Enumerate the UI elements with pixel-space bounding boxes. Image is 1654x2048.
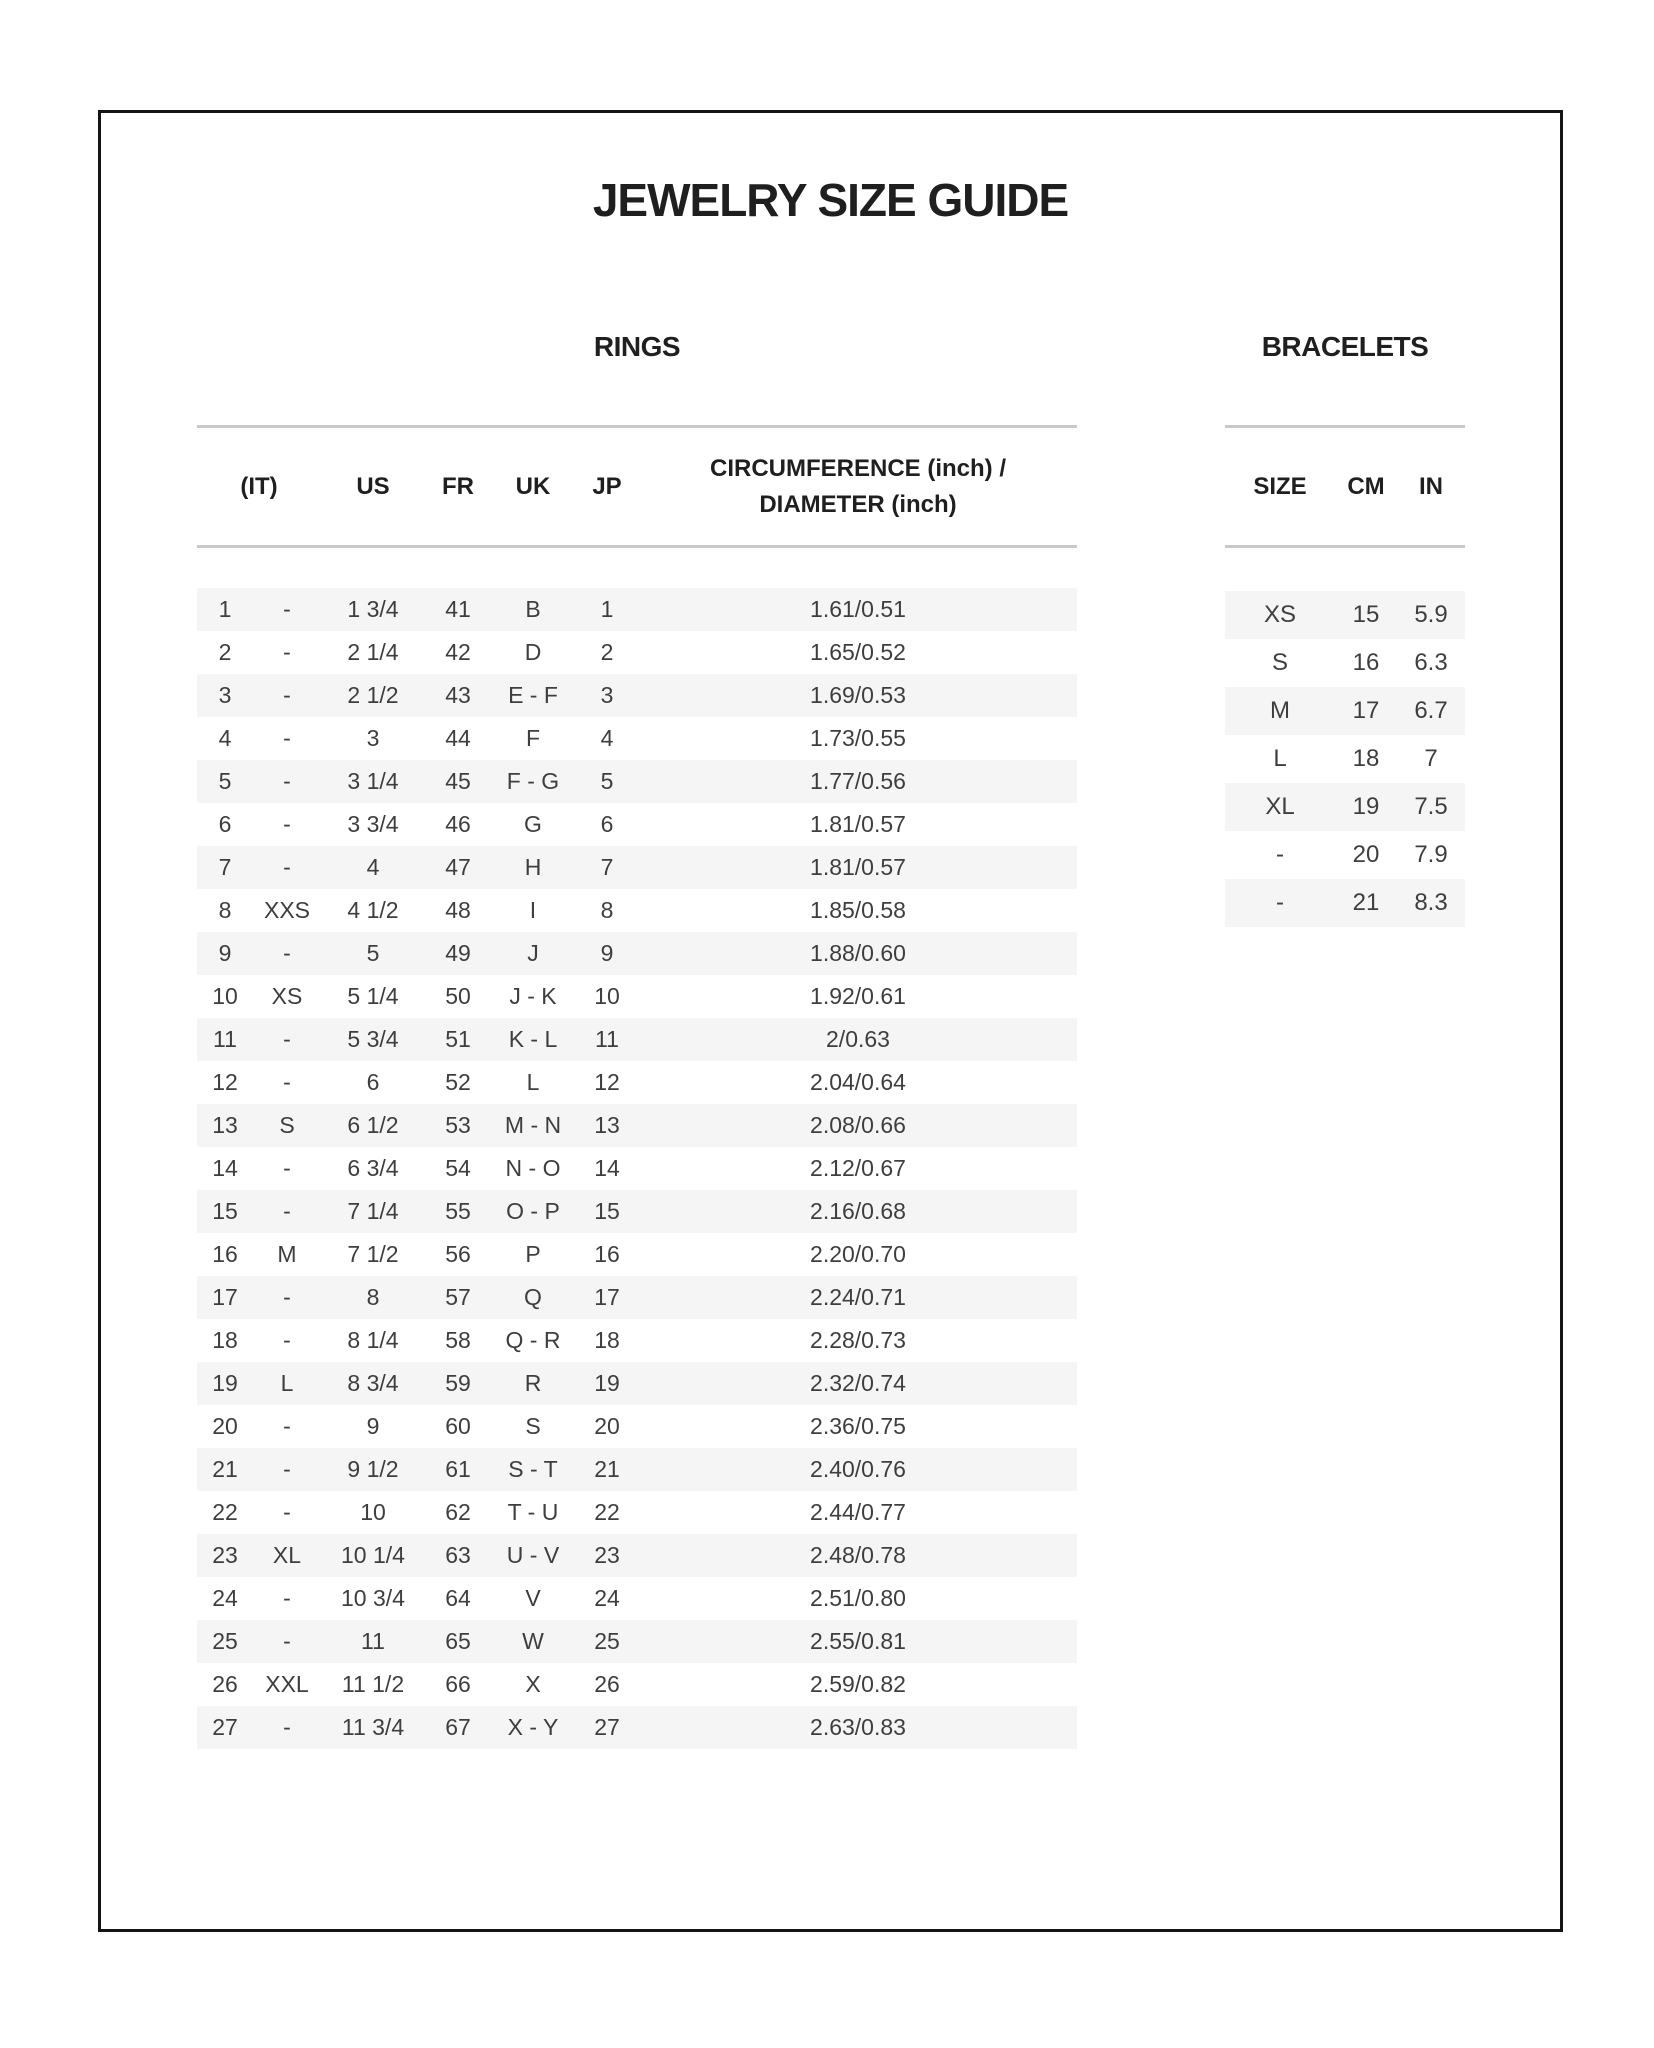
cell-us-size: 6 3/4: [347, 1155, 399, 1181]
cell-bracelet-size: M: [1270, 697, 1290, 724]
bracelets-table-row: [1225, 591, 1465, 639]
cell-it-size: 15: [212, 1198, 238, 1224]
cell-uk-size: P: [525, 1241, 541, 1267]
cell-jp-size: 26: [594, 1671, 620, 1697]
cell-jp-size: 7: [600, 854, 614, 880]
cell-circumference-diameter: 2.04/0.64: [810, 1069, 906, 1095]
cell-fr-size: 67: [445, 1714, 471, 1740]
bracelets-table-row: [1225, 687, 1465, 735]
cell-it-size: 22: [212, 1499, 238, 1525]
cell-circumference-diameter: 1.69/0.53: [810, 682, 906, 708]
cell-bracelet-in: 7.5: [1414, 793, 1448, 820]
bracelets-table-row: [1225, 735, 1465, 783]
rings-table-row: [197, 588, 1077, 631]
rings-table-row: [197, 1190, 1077, 1233]
rings-table-row: [197, 1147, 1077, 1190]
cell-it-letter-size: -: [283, 1327, 291, 1353]
rings-table-row: [197, 1491, 1077, 1534]
rings-table-row: [197, 846, 1077, 889]
cell-bracelet-size: XS: [1263, 601, 1296, 628]
rings-table-row: [197, 1018, 1077, 1061]
cell-jp-size: 16: [594, 1241, 620, 1267]
cell-circumference-diameter: 2.44/0.77: [810, 1499, 906, 1525]
cell-it-size: 21: [212, 1456, 238, 1482]
rings-table-row: [197, 1276, 1077, 1319]
cell-it-letter-size: -: [283, 854, 291, 880]
cell-circumference-diameter: 2.51/0.80: [810, 1585, 906, 1611]
cell-fr-size: 48: [445, 897, 471, 923]
cell-it-letter-size: -: [283, 1714, 291, 1740]
cell-it-size: 23: [212, 1542, 238, 1568]
rings-table-row: [197, 1405, 1077, 1448]
cell-jp-size: 5: [600, 768, 614, 794]
cell-us-size: 8 1/4: [347, 1327, 399, 1353]
cell-jp-size: 3: [600, 682, 614, 708]
cell-circumference-diameter: 1.77/0.56: [810, 768, 906, 794]
cell-jp-size: 24: [594, 1585, 620, 1611]
cell-bracelet-in: 8.3: [1414, 889, 1448, 916]
cell-jp-size: 19: [594, 1370, 620, 1396]
rings-header-us: US: [356, 472, 390, 500]
cell-fr-size: 54: [445, 1155, 471, 1181]
size-guide-card: [98, 110, 1563, 1932]
cell-jp-size: 14: [594, 1155, 620, 1181]
cell-uk-size: U - V: [506, 1542, 560, 1568]
cell-it-letter-size: -: [283, 1284, 291, 1310]
cell-uk-size: R: [524, 1370, 542, 1396]
cell-us-size: 6 1/2: [347, 1112, 399, 1138]
cell-us-size: 11 3/4: [341, 1714, 405, 1740]
cell-bracelet-cm: 21: [1352, 889, 1380, 916]
cell-jp-size: 4: [600, 725, 614, 751]
cell-uk-size: I: [529, 897, 537, 923]
cell-it-letter-size: -: [283, 1585, 291, 1611]
cell-fr-size: 64: [445, 1585, 471, 1611]
cell-uk-size: H: [524, 854, 542, 880]
cell-fr-size: 62: [445, 1499, 471, 1525]
cell-bracelet-cm: 19: [1352, 793, 1380, 820]
cell-it-size: 10: [212, 983, 238, 1009]
bracelets-table-row: [1225, 783, 1465, 831]
cell-uk-size: D: [524, 639, 542, 665]
cell-jp-size: 22: [594, 1499, 620, 1525]
cell-uk-size: F - G: [506, 768, 560, 794]
cell-fr-size: 56: [445, 1241, 471, 1267]
cell-us-size: 4: [366, 854, 380, 880]
cell-us-size: 2 1/4: [347, 639, 399, 665]
rings-table-row: [197, 1362, 1077, 1405]
cell-us-size: 10: [360, 1499, 386, 1525]
rings-divider-bottom: [197, 545, 1077, 548]
cell-it-letter-size: -: [283, 768, 291, 794]
cell-circumference-diameter: 1.92/0.61: [810, 983, 906, 1009]
cell-us-size: 8 3/4: [347, 1370, 399, 1396]
cell-bracelet-cm: 15: [1352, 601, 1380, 628]
cell-jp-size: 27: [594, 1714, 620, 1740]
cell-it-letter-size: -: [283, 1026, 291, 1052]
cell-it-size: 18: [212, 1327, 238, 1353]
bracelets-section-title: BRACELETS: [1261, 331, 1429, 362]
cell-uk-size: W: [522, 1628, 544, 1654]
cell-uk-size: B: [525, 596, 541, 622]
cell-it-letter-size: -: [283, 1499, 291, 1525]
cell-jp-size: 21: [594, 1456, 620, 1482]
cell-fr-size: 63: [445, 1542, 471, 1568]
rings-table-row: [197, 631, 1077, 674]
cell-it-letter-size: -: [283, 1628, 291, 1654]
cell-us-size: 5 1/4: [347, 983, 399, 1009]
bracelets-table-row: [1225, 831, 1465, 879]
cell-it-size: 17: [212, 1284, 238, 1310]
cell-uk-size: N - O: [505, 1155, 561, 1181]
cell-circumference-diameter: 2.40/0.76: [810, 1456, 906, 1482]
cell-it-size: 27: [212, 1714, 238, 1740]
cell-it-letter-size: -: [283, 725, 291, 751]
cell-it-letter-size: L: [280, 1370, 294, 1396]
cell-fr-size: 42: [445, 639, 471, 665]
rings-table-row: [197, 932, 1077, 975]
cell-jp-size: 9: [600, 940, 614, 966]
cell-uk-size: K - L: [508, 1026, 558, 1052]
cell-it-size: 14: [212, 1155, 238, 1181]
cell-us-size: 7 1/2: [347, 1241, 399, 1267]
cell-fr-size: 57: [445, 1284, 471, 1310]
cell-it-letter-size: XXS: [263, 897, 311, 923]
cell-uk-size: O - P: [506, 1198, 560, 1224]
rings-table-row: [197, 1319, 1077, 1362]
cell-circumference-diameter: 2.20/0.70: [810, 1241, 906, 1267]
cell-jp-size: 2: [600, 639, 614, 665]
cell-us-size: 3 3/4: [347, 811, 399, 837]
cell-uk-size: E - F: [508, 682, 558, 708]
cell-circumference-diameter: 1.88/0.60: [810, 940, 906, 966]
rings-table-row: [197, 1663, 1077, 1706]
cell-bracelet-in: 6.3: [1414, 649, 1448, 676]
rings-header-circumference-line2: DIAMETER (inch): [759, 490, 957, 518]
bracelets-divider-bottom: [1225, 545, 1465, 548]
cell-us-size: 2 1/2: [347, 682, 399, 708]
cell-uk-size: Q: [524, 1284, 542, 1310]
page-title: JEWELRY SIZE GUIDE: [592, 174, 1069, 226]
cell-circumference-diameter: 2.24/0.71: [810, 1284, 906, 1310]
cell-it-size: 20: [212, 1413, 238, 1439]
cell-bracelet-size: S: [1271, 649, 1288, 676]
cell-fr-size: 66: [445, 1671, 471, 1697]
cell-it-size: 19: [212, 1370, 238, 1396]
rings-table-row: [197, 1233, 1077, 1276]
cell-bracelet-cm: 18: [1352, 745, 1380, 772]
cell-fr-size: 55: [445, 1198, 471, 1224]
rings-table-row: [197, 1706, 1077, 1749]
cell-it-size: 24: [212, 1585, 238, 1611]
cell-circumference-diameter: 2.12/0.67: [810, 1155, 906, 1181]
rings-header-fr: FR: [442, 472, 474, 500]
rings-header-it: (IT): [240, 472, 278, 500]
cell-us-size: 1 3/4: [347, 596, 399, 622]
cell-circumference-diameter: 2.32/0.74: [810, 1370, 906, 1396]
cell-bracelet-in: 7.9: [1414, 841, 1448, 868]
cell-us-size: 8: [366, 1284, 380, 1310]
bracelets-header-row: [1225, 428, 1465, 545]
cell-uk-size: S - T: [508, 1456, 558, 1482]
cell-bracelet-in: 7: [1424, 745, 1438, 772]
cell-uk-size: M - N: [504, 1112, 562, 1138]
cell-circumference-diameter: 2.28/0.73: [810, 1327, 906, 1353]
cell-uk-size: J - K: [509, 983, 557, 1009]
cell-it-size: 11: [213, 1026, 237, 1052]
cell-jp-size: 23: [594, 1542, 620, 1568]
cell-circumference-diameter: 2.48/0.78: [810, 1542, 906, 1568]
cell-circumference-diameter: 1.61/0.51: [810, 596, 906, 622]
rings-header-circumference-line1: CIRCUMFERENCE (inch) /: [710, 454, 1006, 482]
cell-circumference-diameter: 2.55/0.81: [810, 1628, 906, 1654]
rings-header-circumference: [639, 451, 1077, 523]
cell-it-size: 3: [218, 682, 232, 708]
cell-it-letter-size: -: [283, 682, 291, 708]
cell-us-size: 6: [366, 1069, 380, 1095]
cell-it-letter-size: -: [283, 1198, 291, 1224]
cell-uk-size: S: [525, 1413, 541, 1439]
cell-fr-size: 65: [445, 1628, 471, 1654]
cell-it-letter-size: M: [277, 1241, 297, 1267]
cell-fr-size: 58: [445, 1327, 471, 1353]
cell-fr-size: 60: [445, 1413, 471, 1439]
cell-jp-size: 15: [594, 1198, 620, 1224]
cell-jp-size: 12: [594, 1069, 620, 1095]
cell-us-size: 4 1/2: [347, 897, 399, 923]
cell-jp-size: 10: [594, 983, 620, 1009]
cell-jp-size: 18: [594, 1327, 620, 1353]
cell-it-size: 6: [218, 811, 232, 837]
cell-fr-size: 45: [445, 768, 471, 794]
rings-table-row: [197, 975, 1077, 1018]
cell-it-letter-size: -: [283, 940, 291, 966]
cell-fr-size: 50: [445, 983, 471, 1009]
cell-it-letter-size: -: [283, 1155, 291, 1181]
cell-fr-size: 47: [445, 854, 471, 880]
rings-table-row: [197, 1534, 1077, 1577]
rings-table-row: [197, 803, 1077, 846]
rings-table-row: [197, 717, 1077, 760]
cell-uk-size: V: [525, 1585, 541, 1611]
cell-bracelet-cm: 20: [1352, 841, 1380, 868]
cell-bracelet-in: 5.9: [1414, 601, 1448, 628]
cell-uk-size: J: [527, 940, 539, 966]
cell-it-size: 16: [212, 1241, 238, 1267]
cell-circumference-diameter: 2.16/0.68: [810, 1198, 906, 1224]
rings-section-title: RINGS: [593, 331, 681, 362]
cell-bracelet-cm: 17: [1352, 697, 1380, 724]
cell-us-size: 11: [361, 1628, 385, 1654]
cell-fr-size: 46: [445, 811, 471, 837]
cell-fr-size: 61: [445, 1456, 471, 1482]
cell-it-letter-size: XS: [271, 983, 303, 1009]
rings-table-row: [197, 1448, 1077, 1491]
rings-table: [197, 588, 1077, 1749]
cell-uk-size: T - U: [507, 1499, 559, 1525]
cell-jp-size: 11: [595, 1026, 619, 1052]
cell-circumference-diameter: 2.08/0.66: [810, 1112, 906, 1138]
cell-us-size: 5 3/4: [347, 1026, 399, 1052]
cell-fr-size: 59: [445, 1370, 471, 1396]
cell-jp-size: 8: [600, 897, 614, 923]
cell-us-size: 10 3/4: [341, 1585, 405, 1611]
cell-it-letter-size: -: [283, 811, 291, 837]
cell-fr-size: 49: [445, 940, 471, 966]
rings-table-row: [197, 1104, 1077, 1147]
cell-uk-size: L: [526, 1069, 540, 1095]
cell-it-letter-size: -: [283, 1069, 291, 1095]
cell-us-size: 3 1/4: [347, 768, 399, 794]
cell-circumference-diameter: 1.85/0.58: [810, 897, 906, 923]
rings-table-row: [197, 889, 1077, 932]
cell-bracelet-in: 6.7: [1414, 697, 1448, 724]
cell-it-size: 8: [218, 897, 232, 923]
cell-uk-size: G: [524, 811, 542, 837]
cell-it-letter-size: -: [283, 639, 291, 665]
cell-jp-size: 13: [594, 1112, 620, 1138]
cell-bracelet-cm: 16: [1352, 649, 1380, 676]
cell-fr-size: 52: [445, 1069, 471, 1095]
cell-jp-size: 25: [594, 1628, 620, 1654]
cell-it-size: 7: [218, 854, 232, 880]
cell-circumference-diameter: 1.65/0.52: [810, 639, 906, 665]
cell-us-size: 10 1/4: [341, 1542, 405, 1568]
cell-circumference-diameter: 2/0.63: [826, 1026, 890, 1052]
cell-uk-size: X - Y: [507, 1714, 559, 1740]
cell-us-size: 9: [366, 1413, 380, 1439]
cell-it-letter-size: XXL: [265, 1671, 309, 1697]
rings-header-row: [197, 428, 1077, 545]
cell-it-letter-size: -: [283, 1456, 291, 1482]
rings-header-uk: UK: [515, 472, 551, 500]
bracelets-header-size: SIZE: [1253, 472, 1307, 500]
rings-table-row: [197, 1577, 1077, 1620]
cell-uk-size: Q - R: [505, 1327, 561, 1353]
cell-uk-size: X: [525, 1671, 541, 1697]
bracelets-table-row: [1225, 639, 1465, 687]
cell-fr-size: 53: [445, 1112, 471, 1138]
cell-it-size: 26: [212, 1671, 238, 1697]
cell-jp-size: 6: [600, 811, 614, 837]
bracelets-table: [1225, 591, 1465, 927]
rings-header-jp: JP: [592, 472, 622, 500]
cell-us-size: 5: [366, 940, 380, 966]
rings-table-row: [197, 674, 1077, 717]
cell-jp-size: 20: [594, 1413, 620, 1439]
cell-it-size: 13: [212, 1112, 238, 1138]
cell-us-size: 3: [366, 725, 380, 751]
cell-it-letter-size: -: [283, 1413, 291, 1439]
cell-circumference-diameter: 1.73/0.55: [810, 725, 906, 751]
cell-circumference-diameter: 1.81/0.57: [810, 811, 906, 837]
cell-it-size: 9: [218, 940, 232, 966]
cell-circumference-diameter: 2.63/0.83: [810, 1714, 906, 1740]
rings-table-row: [197, 760, 1077, 803]
bracelets-header-cm: CM: [1347, 472, 1385, 500]
cell-it-size: 1: [218, 596, 232, 622]
bracelets-table-row: [1225, 879, 1465, 927]
rings-table-row: [197, 1620, 1077, 1663]
bracelets-header-in: IN: [1419, 472, 1443, 500]
cell-uk-size: F: [525, 725, 541, 751]
cell-it-size: 4: [218, 725, 232, 751]
cell-circumference-diameter: 1.81/0.57: [810, 854, 906, 880]
cell-it-size: 12: [212, 1069, 238, 1095]
cell-us-size: 9 1/2: [347, 1456, 399, 1482]
cell-circumference-diameter: 2.59/0.82: [810, 1671, 906, 1697]
cell-fr-size: 41: [445, 596, 471, 622]
cell-us-size: 7 1/4: [347, 1198, 399, 1224]
cell-jp-size: 17: [594, 1284, 620, 1310]
cell-jp-size: 1: [600, 596, 614, 622]
cell-it-letter-size: XL: [272, 1542, 302, 1568]
cell-bracelet-size: L: [1273, 745, 1287, 772]
cell-us-size: 11 1/2: [341, 1671, 405, 1697]
cell-it-size: 5: [218, 768, 232, 794]
cell-it-size: 25: [212, 1628, 238, 1654]
cell-it-letter-size: S: [279, 1112, 295, 1138]
cell-fr-size: 44: [445, 725, 471, 751]
cell-circumference-diameter: 2.36/0.75: [810, 1413, 906, 1439]
cell-bracelet-size: -: [1276, 889, 1284, 916]
cell-fr-size: 51: [445, 1026, 471, 1052]
cell-bracelet-size: -: [1276, 841, 1284, 868]
cell-bracelet-size: XL: [1265, 793, 1295, 820]
cell-it-letter-size: -: [283, 596, 291, 622]
cell-it-size: 2: [218, 639, 232, 665]
rings-table-row: [197, 1061, 1077, 1104]
cell-fr-size: 43: [445, 682, 471, 708]
